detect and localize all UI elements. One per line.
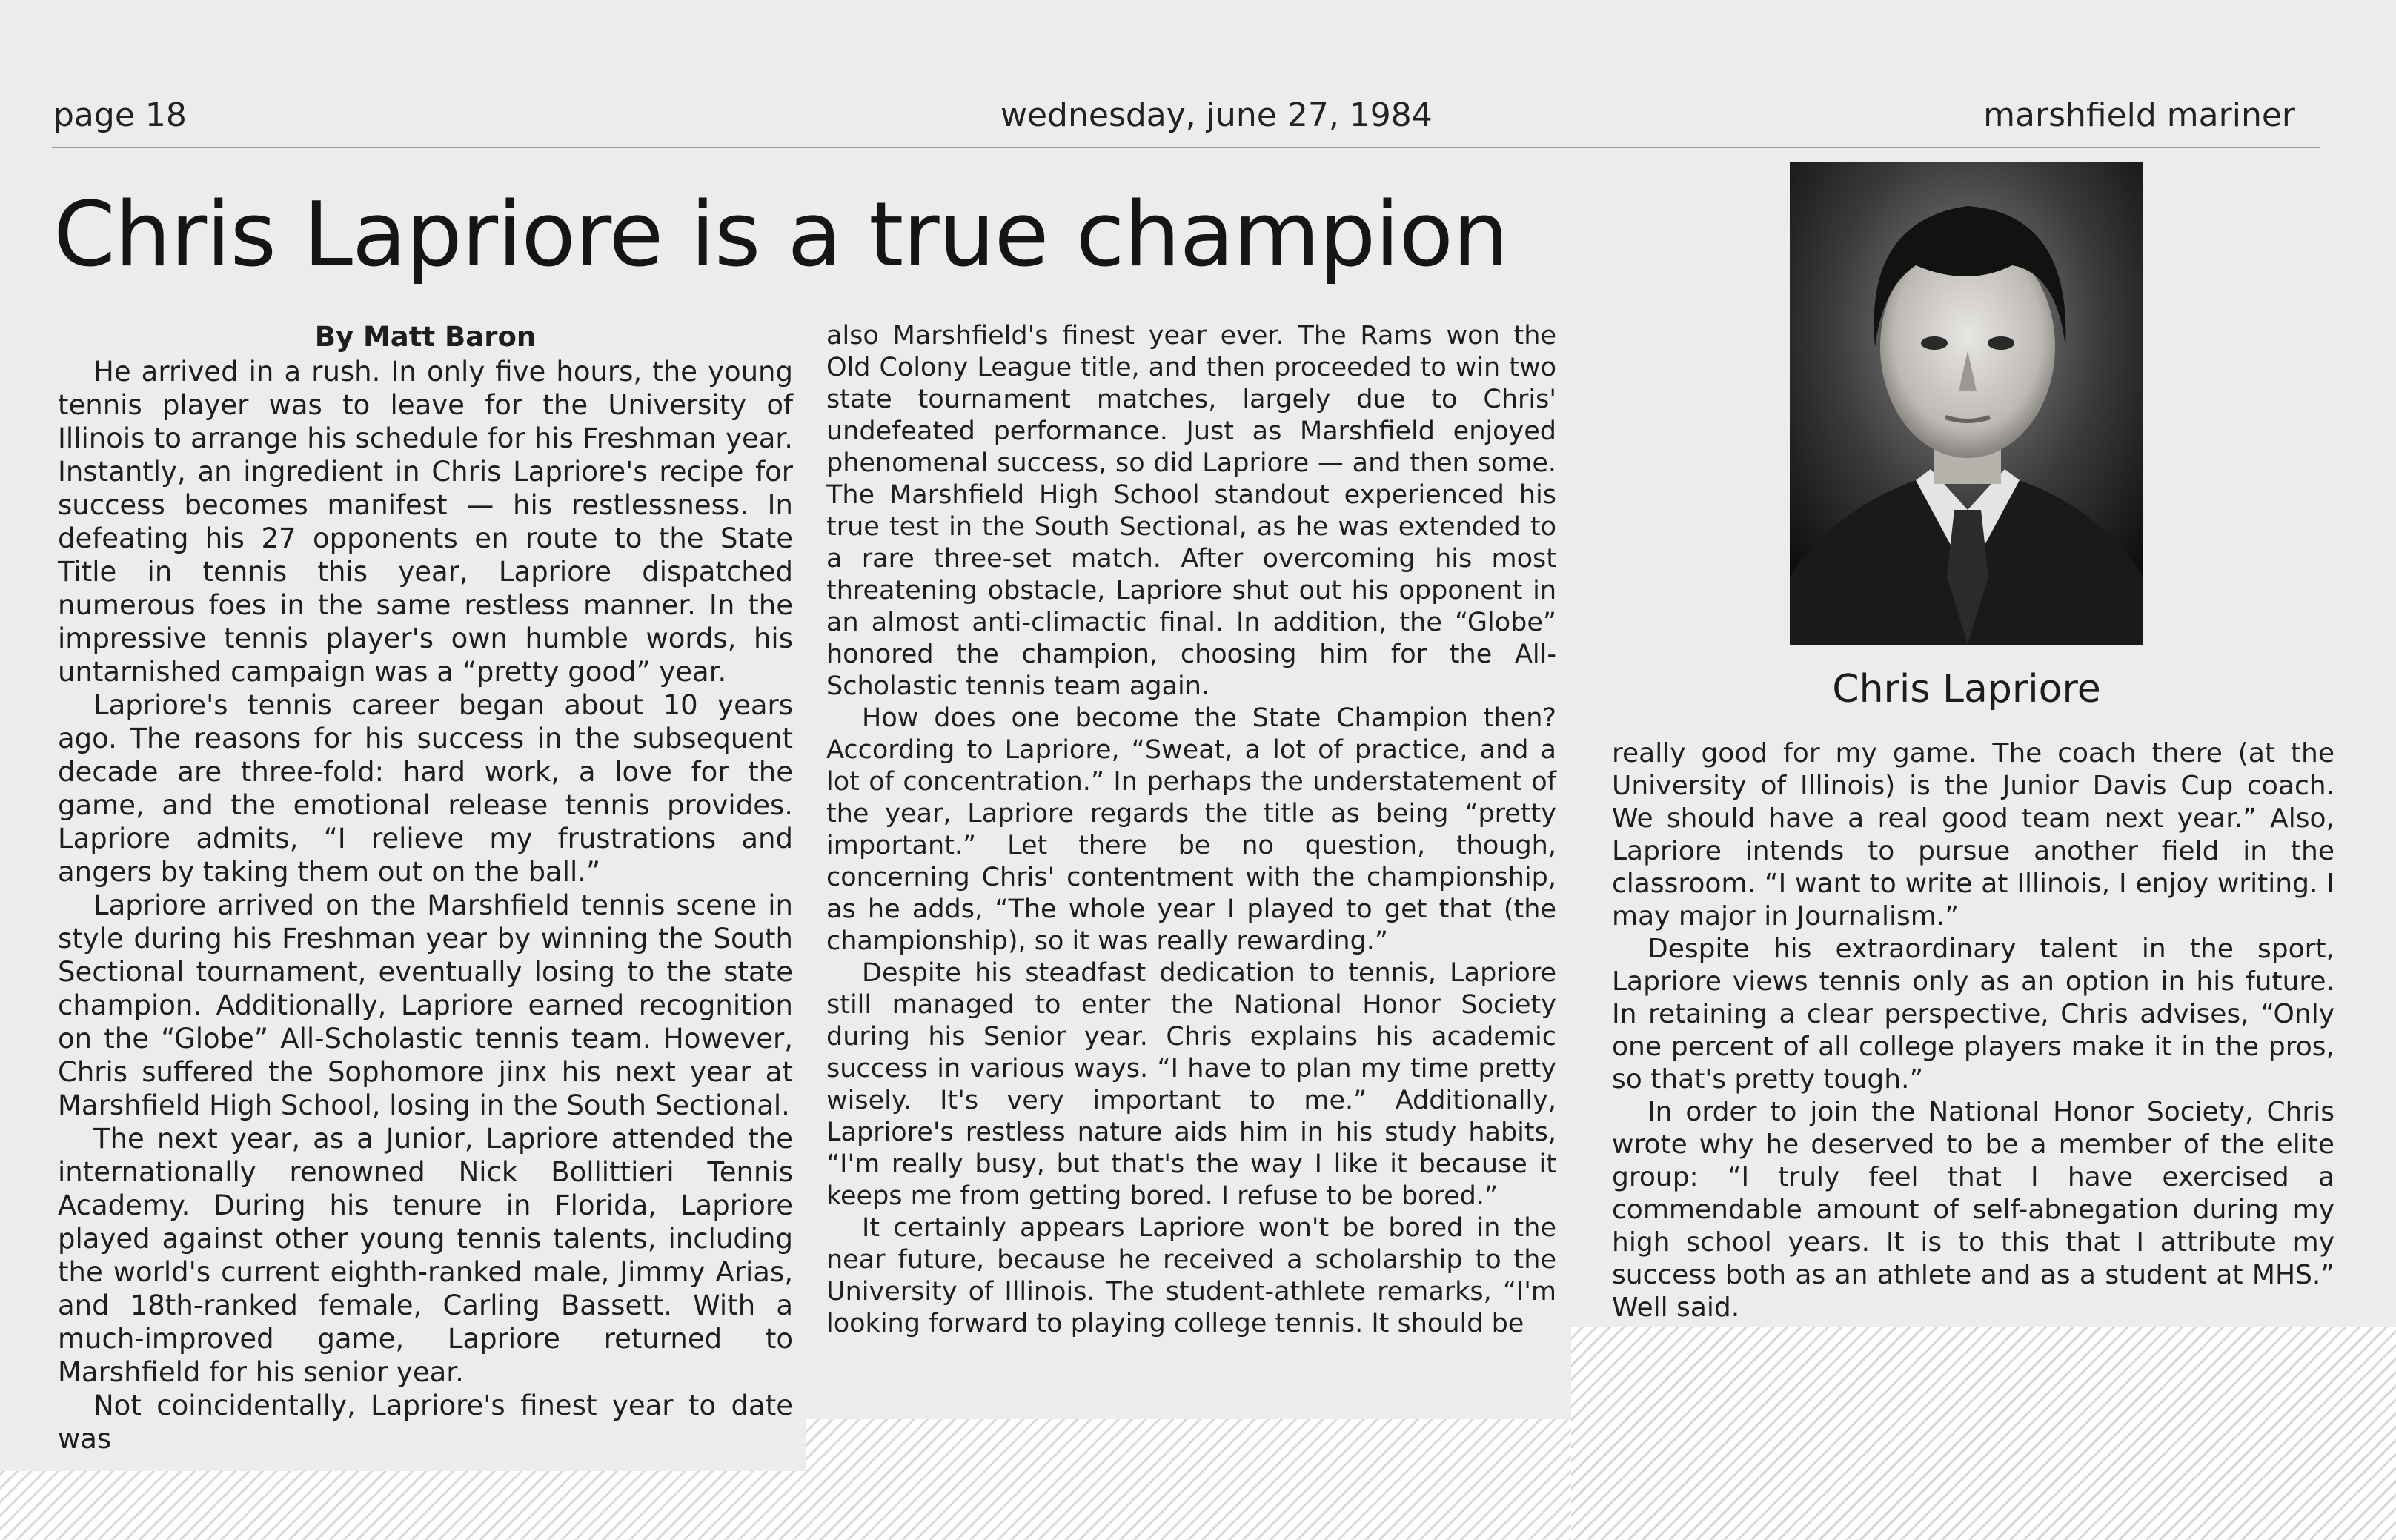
paragraph: How does one become the State Champion then? According to Lapriore, “Sweat, a lot of practice, and a lot of concentration.” In perhaps the understatement of the year, Lapriore regards the title as being “pretty important.” Let there be no question, though, concerning Chris' contentment with the championship, as he adds, “The whole year I played to get that (the championship), so it was really rewarding.”: [826, 703, 1556, 956]
paragraph: He arrived in a rush. In only five hours, the young tennis player was to leave for the University of Illinois to arrange his schedule for his Freshman year. Instantly, an ingredient in Chris Lapriore's recipe for success becomes manifest — his restlessness. In defeating his 27 opponents en route to the State Title in tennis this year, Lapriore dispatched numerous foes in the same restless manner. In the impressive tennis player's own humble words, his untarnished campaign was a “pretty good” year.: [58, 356, 793, 688]
article-column-2: [826, 320, 1556, 1340]
paragraph: also Marshfield's finest year ever. The Rams won the Old Colony League title, and then proceeded to win two state tournament matches, largely due to Chris' undefeated performance. Just as Marshfield enjoyed phenomenal success, so did Lapriore — and then some. The Marshfield High School standout experienced his true test in the South Sectional, as he was extended to a rare three-set match. After overcoming his most threatening obstacle, Lapriore shut out his opponent in an almost anti-climactic final. In addition, the “Globe” honored the champion, choosing him for the All-Scholastic tennis team again.: [826, 321, 1556, 701]
article-headline: Chris Lapriore is a true champion: [53, 184, 1509, 287]
paragraph: Despite his extraordinary talent in the sport, Lapriore views tennis only as an option in his future. In retaining a clear perspective, Chris advises, “Only one percent of all college players make it in the pros, so that's pretty tough.”: [1612, 934, 2334, 1095]
portrait-illustration: [1790, 162, 2143, 645]
paragraph: Not coincidentally, Lapriore's finest year to date was: [58, 1390, 793, 1455]
paragraph: really good for my game. The coach there (at the University of Illinois) is the Junior Davis Cup coach. We should have a real good team next year.” Also, Lapriore intends to pursue another field in the classroom. “I want to write at Illinois, I enjoy writing. I may major in Journalism.”: [1612, 738, 2334, 932]
paragraph: Lapriore arrived on the Marshfield tennis scene in style during his Freshman year by winning the South Sectional tournament, eventually losing to the state champion. Additionally, Lapriore earned recognition on the “Globe” All-Scholastic tennis team. However, Chris suffered the Sophomore jinx his next year at Marshfield High School, losing in the South Sectional.: [58, 889, 793, 1121]
paragraph: Lapriore's tennis career began about 10 years ago. The reasons for his success in the subsequent decade are three-fold: hard work, a love for the game, and the emotional release tennis provides. Lapriore admits, “I relieve my frustrations and angers by taking them out on the ball.”: [58, 689, 793, 888]
article-column-3: [1612, 737, 2334, 1324]
paragraph: It certainly appears Lapriore won't be bored in the near future, because he received a scholarship to the University of Illinois. The student-athlete remarks, “I'm looking forward to playing college tennis. It should be: [826, 1213, 1556, 1338]
paragraph: In order to join the National Honor Society, Chris wrote why he deserved to be a member of the elite group: “I truly feel that I have exercised a commendable amount of self-abnegation during my high school years. It is to this that I attribute my success both as an athlete and as a student at MHS.” Well said.: [1612, 1097, 2334, 1323]
portrait-photo: [1790, 162, 2143, 645]
paragraph: Despite his steadfast dedication to tennis, Lapriore still managed to enter the National Honor Society during his Senior year. Chris explains his academic success in various ways. “I have to plan my time pretty wisely. It's very important to me.” Additionally, Lapriore's restless nature aids him in his study habits, “I'm really busy, but that's the way I like it because it keeps me from getting bored. I refuse to be bored.”: [826, 958, 1556, 1211]
newspaper-name: marshfield mariner: [1983, 96, 2295, 134]
header-rule: [52, 147, 2320, 148]
page-number: page 18: [53, 96, 187, 134]
clipping-middle-tail: [806, 1327, 1571, 1419]
issue-date: wednesday, june 27, 1984: [1000, 96, 1433, 134]
article-column-1: [58, 320, 793, 1456]
photo-caption: Chris Lapriore: [1832, 667, 2101, 711]
paragraph: The next year, as a Junior, Lapriore attended the internationally renowned Nick Bollittieri Tennis Academy. During his tenure in Florida, Lapriore played against other young tennis talents, including the world's current eighth-ranked male, Jimmy Arias, and 18th-ranked female, Carling Bassett. With a much-improved game, Lapriore returned to Marshfield for his senior year.: [58, 1123, 793, 1388]
byline: By Matt Baron: [314, 321, 537, 353]
background-pattern-right: [1571, 1327, 2396, 1540]
